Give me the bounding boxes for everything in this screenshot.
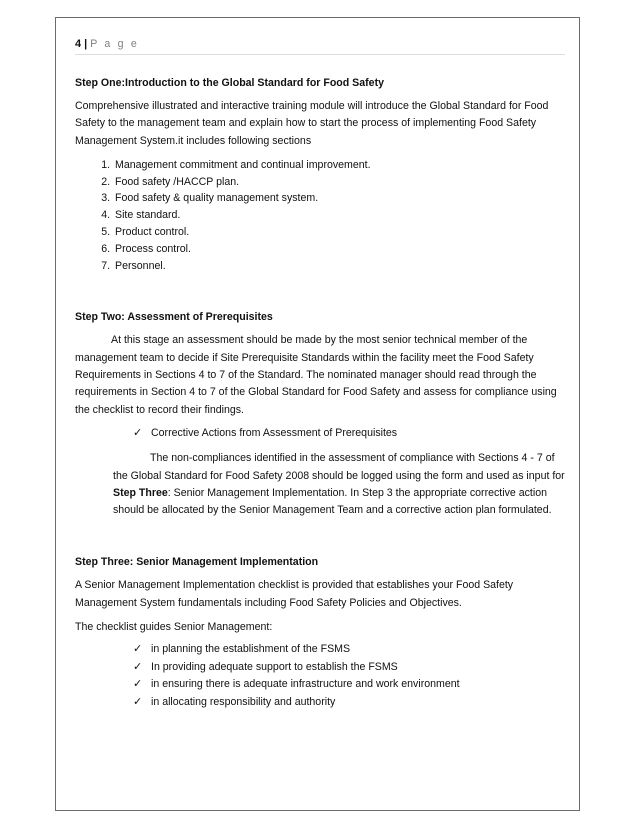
step-three-title: Step Three: Senior Management Implementation xyxy=(75,556,319,569)
page-word: P a g e xyxy=(90,38,139,50)
guide-text: in planning the establishment of the FSMS xyxy=(151,643,351,656)
check-icon: ✓ xyxy=(133,678,143,691)
list-item: 2. Food safety /HACCP plan. xyxy=(113,174,565,191)
nc-bold: Step Three xyxy=(113,486,168,499)
guide-text: in ensuring there is adequate infrastructure and work environment xyxy=(151,678,460,691)
page-number: 4 xyxy=(75,38,82,50)
header-rule xyxy=(75,54,565,55)
list-item xyxy=(133,641,565,659)
list-item: 4. Site standard. xyxy=(113,207,565,224)
list-item xyxy=(133,676,565,694)
page-separator: | xyxy=(84,38,88,50)
step-three-paragraph: A Senior Management Implementation checklist is provided that establishes your Food Safety Management System fundamentals including Food Safety Policies and Objectives. xyxy=(75,579,514,609)
list-item xyxy=(133,425,565,442)
check-icon: ✓ xyxy=(133,660,143,673)
nc-text-2: : Senior Management Implementation. In Step 3 the appropriate corrective action should be allocated by the Senior Management Team and a corrective action plan formulated. xyxy=(113,486,552,517)
list-item xyxy=(133,659,565,677)
check-icon: ✓ xyxy=(133,426,143,439)
document-body xyxy=(75,75,565,711)
guides-intro: The checklist guides Senior Management: xyxy=(75,621,273,634)
page-header xyxy=(75,38,565,54)
step-two-paragraph: At this stage an assessment should be made by the most senior technical member of the management team to decide if Site Prerequisite Standards within the facility meet the Food Safety Requirements in Sections 4 to 7 of the Standard. The nominated manager should read through the requirements in Section 4 to 7 of the Global Standard for Food Safety and assess for compliance using the checklist to record their findings. xyxy=(75,334,557,416)
guides-list xyxy=(75,641,565,711)
step-one-paragraph: Comprehensive illustrated and interactive training module will introduce the Global Standard for Food Safety to the management team and explain how to start the process of implementing Food Safety Management System.it includes following sections xyxy=(75,100,549,147)
list-item: 1. Management commitment and continual improvement. xyxy=(113,157,565,174)
guide-text: in allocating responsibility and authority xyxy=(151,695,336,708)
corrective-item: Corrective Actions from Assessment of Prerequisites xyxy=(151,426,398,439)
list-item xyxy=(133,694,565,712)
list-item: 5. Product control. xyxy=(113,224,565,241)
corrective-list xyxy=(75,425,565,442)
guide-text: In providing adequate support to establish the FSMS xyxy=(151,660,398,673)
non-compliance-paragraph xyxy=(113,450,565,519)
nc-text-1: The non-compliances identified in the assessment of compliance with Sections 4 - 7 of the Global Standard for Food Safety 2008 should be logged using the form and used as input for xyxy=(113,452,565,482)
step-one-title: Step One:Introduction to the Global Standard for Food Safety xyxy=(75,77,384,89)
list-item: 7. Personnel. xyxy=(113,258,565,275)
list-item: 3. Food safety & quality management system. xyxy=(113,190,565,207)
list-item: 6. Process control. xyxy=(113,241,565,258)
check-icon: ✓ xyxy=(133,643,143,656)
check-icon: ✓ xyxy=(133,695,143,708)
sections-list xyxy=(75,157,565,275)
step-two-title: Step Two: Assessment of Prerequisites xyxy=(75,311,273,324)
